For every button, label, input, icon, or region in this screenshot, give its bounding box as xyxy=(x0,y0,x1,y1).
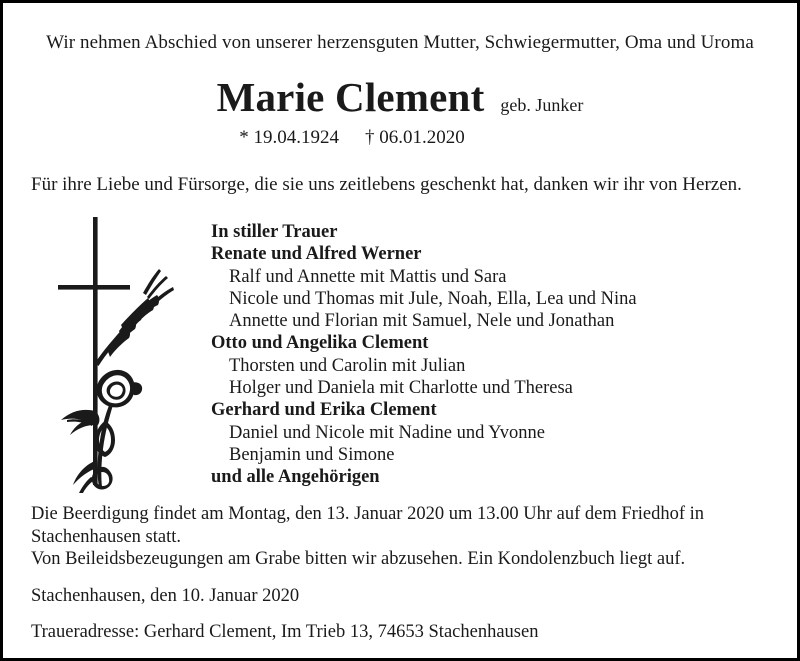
mourner-family-member: Annette und Florian mit Samuel, Nele und Jonathan xyxy=(229,311,615,332)
birth-date: * 19.04.1924 xyxy=(239,127,339,148)
condolence-line: Von Beileidsbezeugungen am Grabe bitten wir abzusehen. Ein Kondolenzbuch liegt auf. xyxy=(31,549,686,569)
maiden-name: geb. Junker xyxy=(500,95,584,115)
mourner-family-member: Daniel und Nicole mit Nadine und Yvonne xyxy=(229,422,545,443)
gratitude-line: Für ihre Liebe und Fürsorge, die sie uns zeitlebens geschenkt hat, danken wir ihr von Herzen. xyxy=(31,174,742,195)
mourner-family-head: und alle Angehörigen xyxy=(211,467,380,488)
life-dates xyxy=(3,127,797,149)
emblem-graphic xyxy=(47,215,177,493)
mourner-family-head: Gerhard und Erika Clement xyxy=(211,400,437,421)
funeral-line-2: Stachenhausen statt. xyxy=(31,526,182,547)
mourners-list xyxy=(211,221,731,489)
mourner-family-member: Thorsten und Carolin mit Julian xyxy=(229,355,466,376)
mourner-family-head: Renate und Alfred Werner xyxy=(211,244,422,265)
mourner-family-member: Holger und Daniela mit Charlotte und Theresa xyxy=(229,378,573,399)
name-block xyxy=(3,75,797,127)
footer-details xyxy=(31,503,777,644)
place-and-date: Stachenhausen, den 10. Januar 2020 xyxy=(31,585,300,606)
mourning-address: Traueradresse: Gerhard Clement, Im Trieb 13, 74653 Stachenhausen xyxy=(31,622,539,642)
mourner-family-head: In stiller Trauer xyxy=(211,222,338,242)
mourner-family-head: Otto und Angelika Clement xyxy=(211,333,429,354)
mourner-family-member: Nicole und Thomas mit Jule, Noah, Ella, Lea und Nina xyxy=(229,288,637,309)
funeral-line-1: Die Beerdigung findet am Montag, den 13. Januar 2020 um 13.00 Uhr auf dem Friedhof in xyxy=(31,504,705,524)
mourner-family-member: Ralf und Annette mit Mattis und Sara xyxy=(229,266,507,287)
cross-with-rose-and-wheat-icon xyxy=(47,215,177,493)
deceased-name: Marie Clement xyxy=(216,74,485,120)
death-date: † 06.01.2020 xyxy=(365,127,465,148)
mourner-family-member: Benjamin und Simone xyxy=(229,444,395,465)
opening-line: Wir nehmen Abschied von unserer herzensguten Mutter, Schwiegermutter, Oma und Uroma xyxy=(46,32,754,53)
